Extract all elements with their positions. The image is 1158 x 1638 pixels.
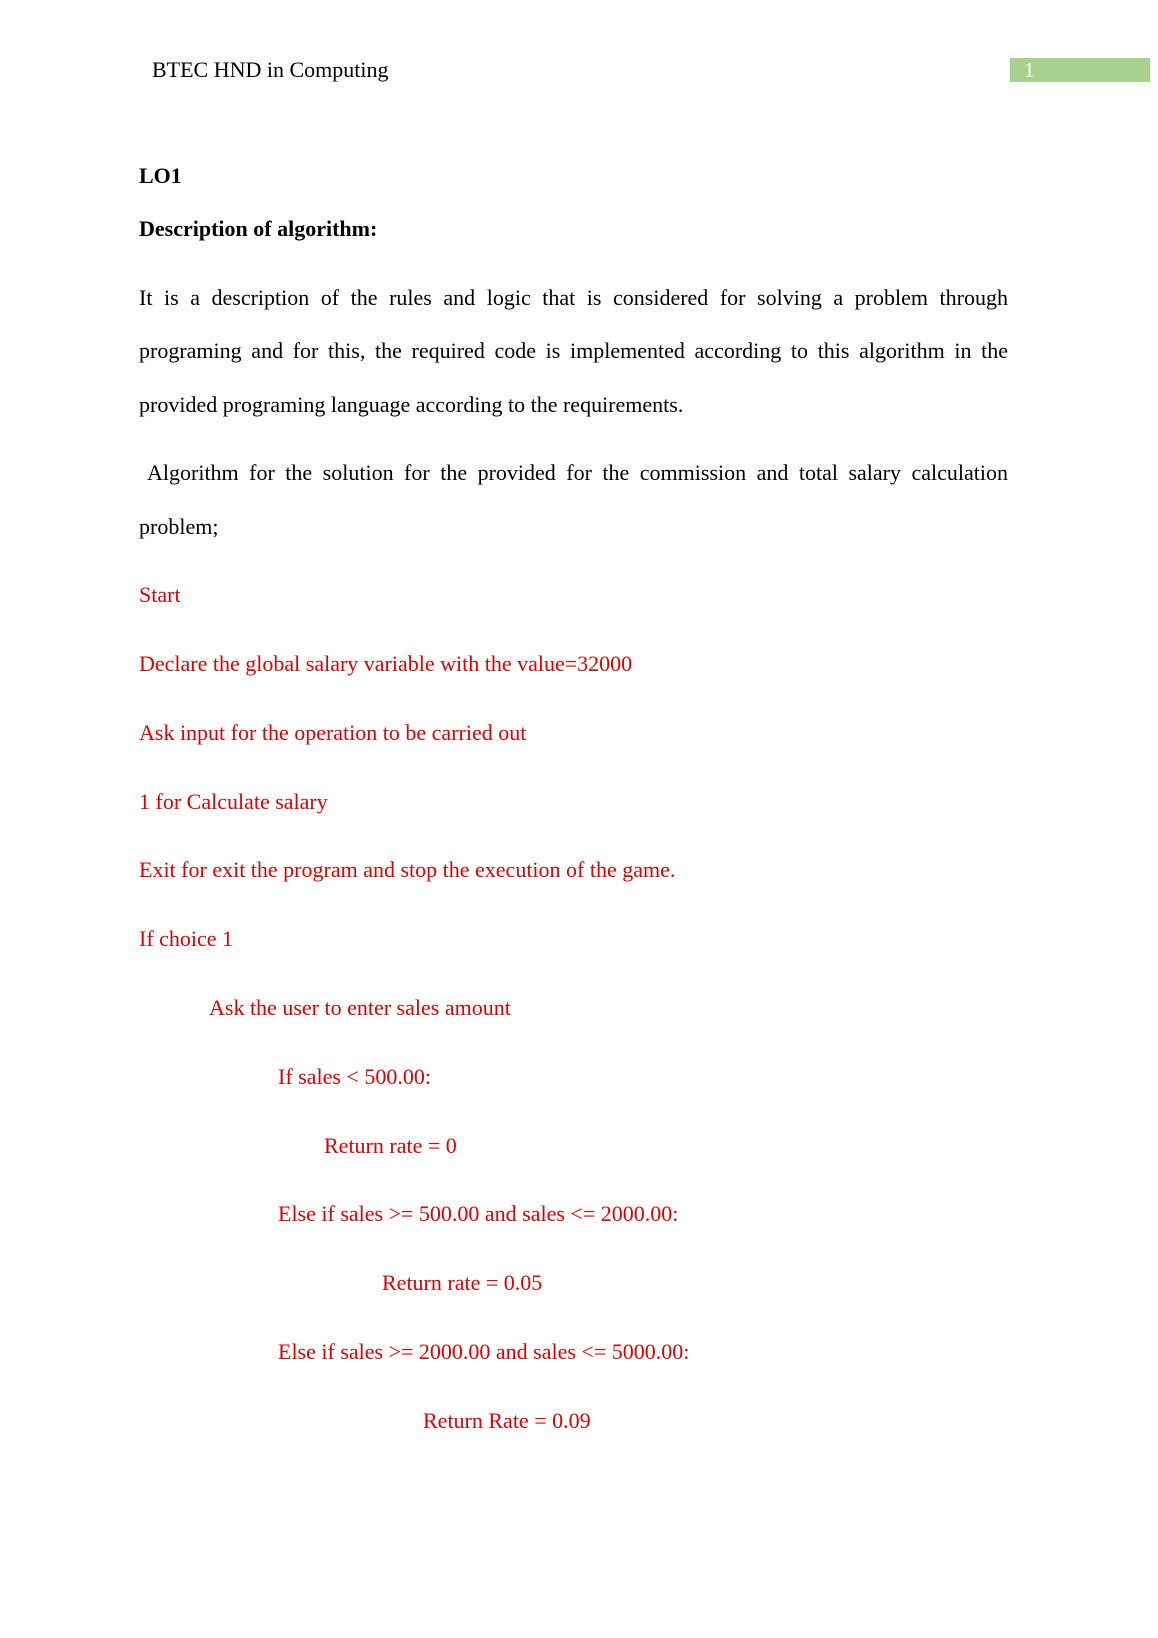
algorithm-step: Else if sales >= 2000.00 and sales <= 5000.00: — [278, 1339, 690, 1364]
section-heading: Description of algorithm: — [139, 216, 378, 241]
algorithm-step: If choice 1 — [139, 926, 234, 951]
algorithm-step: Return rate = 0 — [324, 1133, 457, 1158]
algorithm-intro-line-1: Algorithm for the solution for the provided for the commission and total salary calculation — [147, 460, 1008, 485]
algorithm-step: Return rate = 0.05 — [382, 1270, 543, 1295]
algorithm-step: Declare the global salary variable with the value=32000 — [139, 651, 633, 676]
intro-line-3: provided programing language according to the requirements. — [139, 392, 684, 417]
algorithm-intro-line-2: problem; — [139, 514, 219, 539]
algorithm-step: Exit for exit the program and stop the execution of the game. — [139, 857, 676, 882]
algorithm-step: Return Rate = 0.09 — [423, 1408, 591, 1433]
algorithm-step: If sales < 500.00: — [278, 1064, 431, 1089]
algorithm-step: Ask input for the operation to be carried out — [139, 720, 527, 745]
algorithm-step: Else if sales >= 500.00 and sales <= 2000.00: — [278, 1201, 679, 1226]
page-number: 1 — [1010, 58, 1150, 82]
intro-line-2: programing and for this, the required code is implemented according to this algorithm in the — [139, 338, 1008, 363]
intro-line-1: It is a description of the rules and logic that is considered for solving a problem through — [139, 285, 1008, 310]
algorithm-step: Start — [139, 582, 181, 607]
algorithm-step: Ask the user to enter sales amount — [209, 995, 511, 1020]
header-title: BTEC HND in Computing — [152, 57, 389, 82]
algorithm-step: 1 for Calculate salary — [139, 789, 328, 814]
section-code: LO1 — [139, 163, 182, 188]
